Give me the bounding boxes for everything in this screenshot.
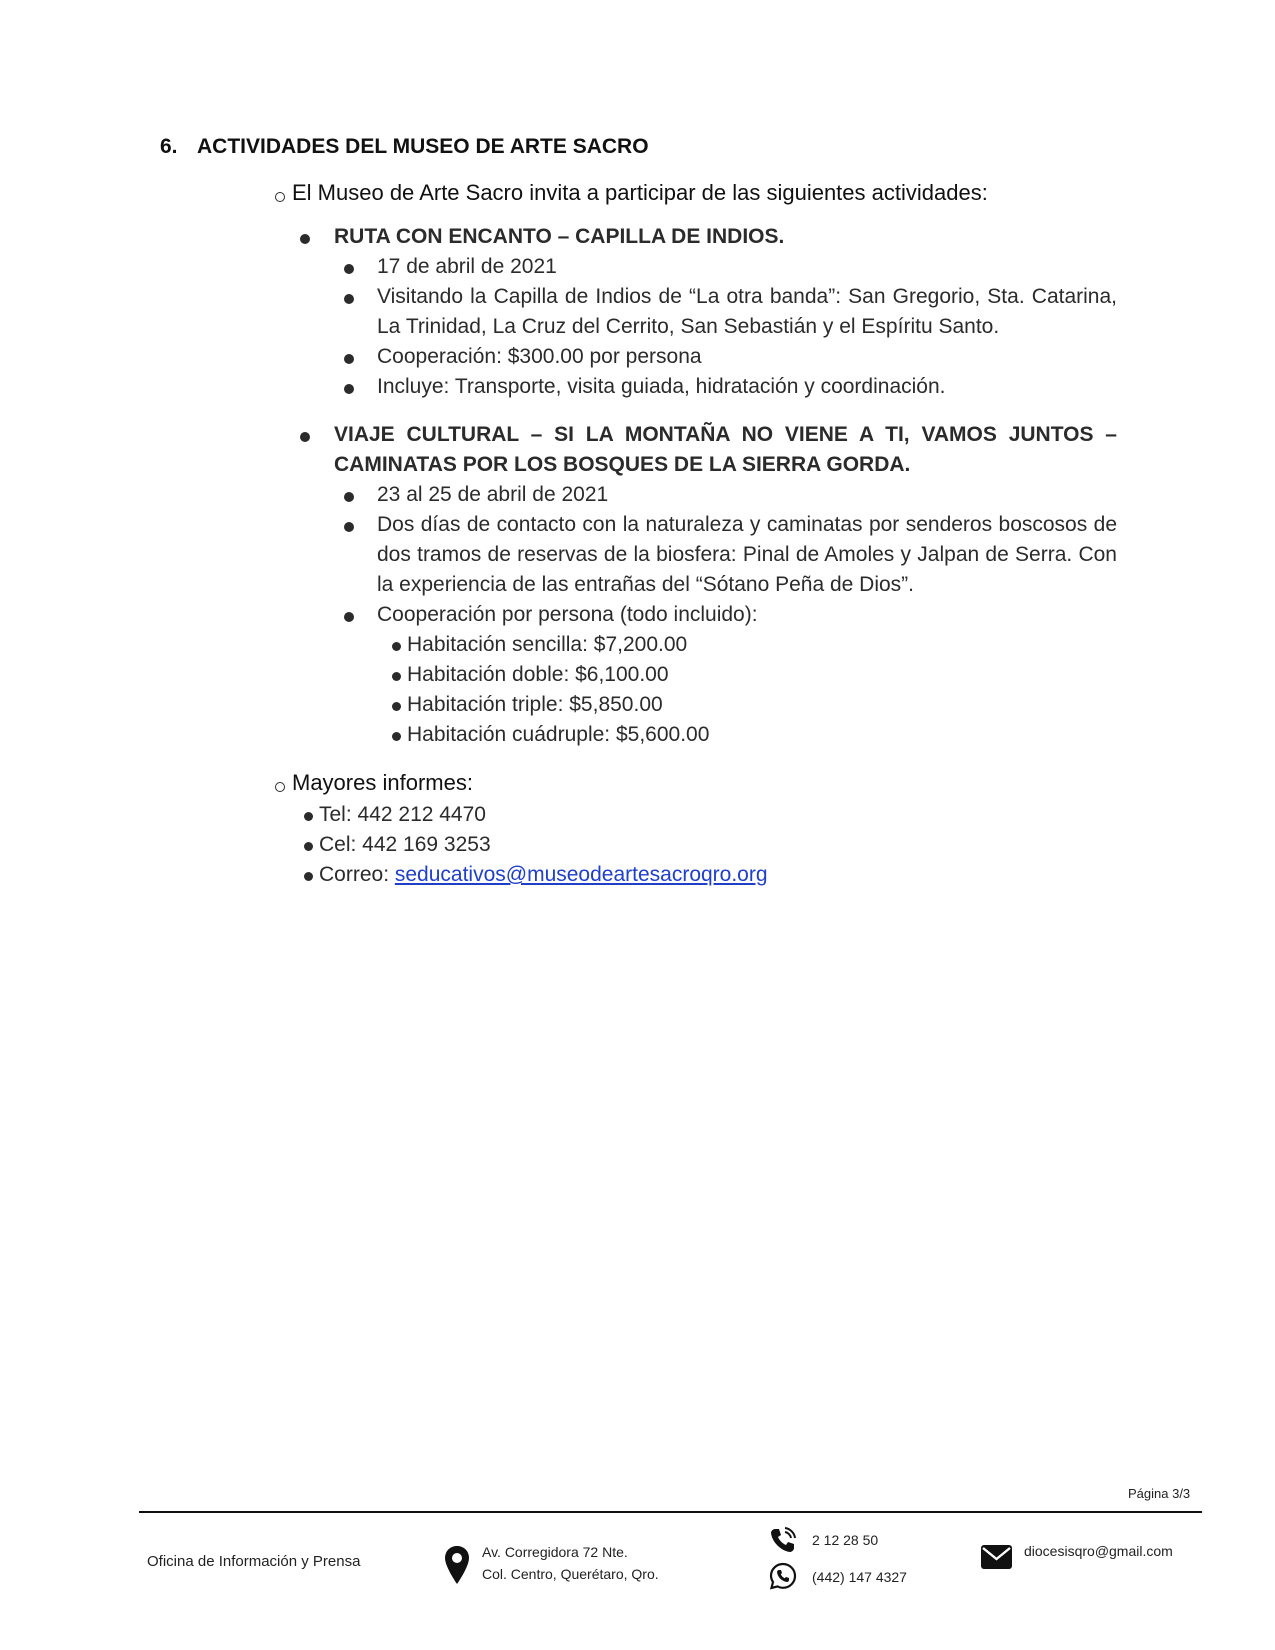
footer-divider <box>139 1511 1202 1513</box>
bullet-icon <box>344 492 354 502</box>
page-number: Página 3/3 <box>1128 1486 1191 1501</box>
activity1-cost: Cooperación: $300.00 por persona <box>377 345 702 368</box>
bullet-icon <box>300 432 310 442</box>
info-cel: Cel: 442 169 3253 <box>319 833 491 856</box>
activity2-cost-label: Cooperación por persona (todo incluido): <box>377 603 758 626</box>
bullet-icon <box>304 842 313 851</box>
info-tel: Tel: 442 212 4470 <box>319 803 486 826</box>
room-price: Habitación doble: $6,100.00 <box>407 663 669 686</box>
footer-email: diocesisqro@gmail.com <box>1024 1543 1173 1559</box>
phone-icon <box>769 1526 797 1559</box>
info-email-label: Correo: <box>319 863 395 886</box>
activity2-title: VIAJE CULTURAL – SI LA MONTAÑA NO VIENE A TI, VAMOS JUNTOS – CAMINATAS POR LOS BOSQUES DE LA SIERRA GORDA. <box>334 423 1117 476</box>
location-pin-icon <box>444 1545 470 1590</box>
bullet-icon <box>304 872 313 881</box>
activity1-date: 17 de abril de 2021 <box>377 255 557 278</box>
footer-whatsapp: (442) 147 4327 <box>812 1569 907 1585</box>
activity1-title: RUTA CON ENCANTO – CAPILLA DE INDIOS. <box>334 225 785 248</box>
room-price: Habitación cuádruple: $5,600.00 <box>407 723 710 746</box>
hollow-bullet-icon <box>275 192 285 202</box>
bullet-icon <box>392 702 401 711</box>
hollow-bullet-icon <box>275 782 285 792</box>
bullet-icon <box>344 384 354 394</box>
section-title: ACTIVIDADES DEL MUSEO DE ARTE SACRO <box>197 135 649 158</box>
activity2-date: 23 al 25 de abril de 2021 <box>377 483 609 506</box>
bullet-icon <box>304 812 313 821</box>
bullet-icon <box>344 264 354 274</box>
info-email-link[interactable]: seducativos@museodeartesacroqro.org <box>394 863 768 886</box>
section-number: 6. <box>160 135 178 158</box>
footer-address-line2: Col. Centro, Querétaro, Qro. <box>482 1566 659 1582</box>
info-email-row <box>319 860 768 890</box>
footer-office: Oficina de Información y Prensa <box>147 1553 361 1570</box>
activity1-visit: Visitando la Capilla de Indios de “La otra banda”: San Gregorio, Sta. Catarina, La Trinidad, La Cruz del Cerrito, San Sebastián y el Espíritu Santo. <box>377 285 1117 338</box>
bullet-icon <box>300 234 310 244</box>
room-price: Habitación triple: $5,850.00 <box>407 693 663 716</box>
whatsapp-icon <box>769 1562 797 1595</box>
envelope-icon <box>980 1544 1013 1575</box>
bullet-icon <box>392 732 401 741</box>
intro-text: El Museo de Arte Sacro invita a participar de las siguientes actividades: <box>292 180 988 205</box>
bullet-icon <box>344 612 354 622</box>
bullet-icon <box>392 672 401 681</box>
bullet-icon <box>344 354 354 364</box>
activity1-includes: Incluye: Transporte, visita guiada, hidratación y coordinación. <box>377 375 946 398</box>
bullet-icon <box>344 294 354 304</box>
activity2-description: Dos días de contacto con la naturaleza y caminatas por senderos boscosos de dos tramos de reservas de la biosfera: Pinal de Amoles y Jalpan de Serra. Con la experiencia de las entrañas del “Sótano Peña de Dios”. <box>377 513 1117 596</box>
footer-phone: 2 12 28 50 <box>812 1532 879 1548</box>
bullet-icon <box>392 642 401 651</box>
bullet-icon <box>344 522 354 532</box>
room-price: Habitación sencilla: $7,200.00 <box>407 633 688 656</box>
info-title: Mayores informes: <box>292 770 473 795</box>
footer-address-line1: Av. Corregidora 72 Nte. <box>482 1544 628 1560</box>
